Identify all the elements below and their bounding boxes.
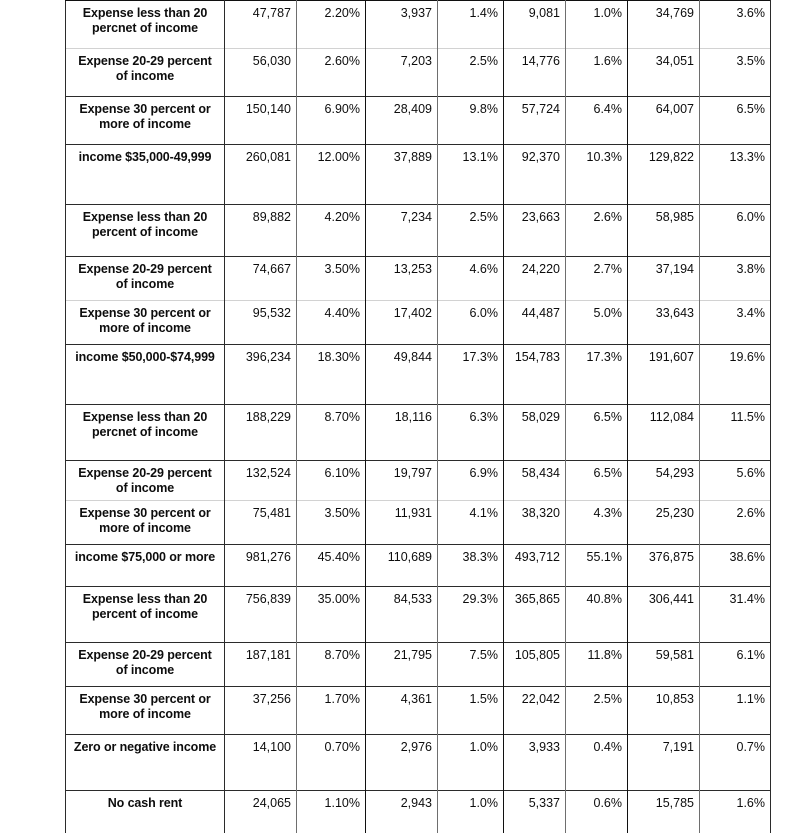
data-cell: 40.8%	[566, 587, 628, 643]
data-cell: 1.5%	[438, 687, 504, 735]
data-cell: 5,337	[504, 791, 566, 833]
data-cell: 6.0%	[438, 301, 504, 345]
data-cell: 18.30%	[297, 345, 366, 405]
data-cell: 2,976	[366, 735, 438, 791]
data-cell: 3,937	[366, 1, 438, 49]
data-cell: 2,943	[366, 791, 438, 833]
row-label-cell: Expense less than 20 percent of income	[66, 587, 225, 643]
data-cell: 17,402	[366, 301, 438, 345]
data-cell: 58,434	[504, 461, 566, 501]
data-cell: 35.00%	[297, 587, 366, 643]
data-cell: 2.20%	[297, 1, 366, 49]
data-cell: 6.3%	[438, 405, 504, 461]
row-label-cell: Expense less than 20 percnet of income	[66, 1, 225, 49]
data-cell: 59,581	[628, 643, 700, 687]
data-cell: 37,889	[366, 145, 438, 205]
data-cell: 1.1%	[700, 687, 771, 735]
data-cell: 3.50%	[297, 501, 366, 545]
data-cell: 19,797	[366, 461, 438, 501]
data-cell: 57,724	[504, 97, 566, 145]
data-cell: 3.4%	[700, 301, 771, 345]
data-cell: 8.70%	[297, 405, 366, 461]
data-cell: 74,667	[225, 257, 297, 301]
data-cell: 15,785	[628, 791, 700, 833]
row-label-cell: Expense less than 20 percnet of income	[66, 405, 225, 461]
data-cell: 756,839	[225, 587, 297, 643]
table-row[interactable]	[66, 545, 771, 587]
data-cell: 13.1%	[438, 145, 504, 205]
data-cell: 150,140	[225, 97, 297, 145]
data-cell: 34,051	[628, 49, 700, 97]
data-cell: 13,253	[366, 257, 438, 301]
data-cell: 84,533	[366, 587, 438, 643]
data-cell: 3.50%	[297, 257, 366, 301]
data-cell: 6.90%	[297, 97, 366, 145]
data-cell: 3.5%	[700, 49, 771, 97]
table-row[interactable]	[66, 1, 771, 49]
data-cell: 6.5%	[566, 405, 628, 461]
data-cell: 3.6%	[700, 1, 771, 49]
row-label-cell: Expense 20-29 percent of income	[66, 643, 225, 687]
data-cell: 45.40%	[297, 545, 366, 587]
data-cell: 89,882	[225, 205, 297, 257]
table-row[interactable]	[66, 501, 771, 545]
data-cell: 493,712	[504, 545, 566, 587]
data-cell: 396,234	[225, 345, 297, 405]
data-cell: 21,795	[366, 643, 438, 687]
data-cell: 14,100	[225, 735, 297, 791]
data-cell: 112,084	[628, 405, 700, 461]
table-row[interactable]	[66, 405, 771, 461]
table-row[interactable]	[66, 735, 771, 791]
data-cell: 376,875	[628, 545, 700, 587]
data-cell: 28,409	[366, 97, 438, 145]
data-cell: 6.5%	[566, 461, 628, 501]
data-cell: 6.9%	[438, 461, 504, 501]
data-cell: 187,181	[225, 643, 297, 687]
data-cell: 24,220	[504, 257, 566, 301]
data-cell: 1.4%	[438, 1, 504, 49]
row-label-cell: Expense 30 percent or more of income	[66, 97, 225, 145]
data-cell: 306,441	[628, 587, 700, 643]
row-label-cell: income $35,000-49,999	[66, 145, 225, 205]
data-cell: 3,933	[504, 735, 566, 791]
table-row[interactable]	[66, 257, 771, 301]
data-cell: 7,234	[366, 205, 438, 257]
data-cell: 4.20%	[297, 205, 366, 257]
data-cell: 5.0%	[566, 301, 628, 345]
data-cell: 58,029	[504, 405, 566, 461]
data-cell: 9.8%	[438, 97, 504, 145]
data-cell: 191,607	[628, 345, 700, 405]
data-cell: 37,256	[225, 687, 297, 735]
data-cell: 2.60%	[297, 49, 366, 97]
row-label-cell: Zero or negative income	[66, 735, 225, 791]
data-cell: 10,853	[628, 687, 700, 735]
data-cell: 92,370	[504, 145, 566, 205]
data-cell: 3.8%	[700, 257, 771, 301]
data-cell: 10.3%	[566, 145, 628, 205]
data-cell: 17.3%	[438, 345, 504, 405]
data-cell: 49,844	[366, 345, 438, 405]
data-cell: 7.5%	[438, 643, 504, 687]
data-cell: 29.3%	[438, 587, 504, 643]
data-cell: 11.5%	[700, 405, 771, 461]
data-cell: 2.5%	[438, 49, 504, 97]
data-cell: 9,081	[504, 1, 566, 49]
data-cell: 47,787	[225, 1, 297, 49]
data-cell: 23,663	[504, 205, 566, 257]
data-cell: 0.70%	[297, 735, 366, 791]
data-cell: 64,007	[628, 97, 700, 145]
data-cell: 55.1%	[566, 545, 628, 587]
table-body	[66, 1, 771, 833]
row-label-cell: Expense 30 percent or more of income	[66, 301, 225, 345]
data-cell: 11.8%	[566, 643, 628, 687]
data-cell: 2.7%	[566, 257, 628, 301]
data-cell: 44,487	[504, 301, 566, 345]
data-cell: 34,769	[628, 1, 700, 49]
data-cell: 6.10%	[297, 461, 366, 501]
data-cell: 981,276	[225, 545, 297, 587]
data-cell: 17.3%	[566, 345, 628, 405]
data-cell: 6.5%	[700, 97, 771, 145]
row-label-cell: Expense 20-29 percent of income	[66, 461, 225, 501]
data-cell: 24,065	[225, 791, 297, 833]
data-cell: 22,042	[504, 687, 566, 735]
data-cell: 4.40%	[297, 301, 366, 345]
row-label-cell: Expense less than 20 percent of income	[66, 205, 225, 257]
data-cell: 0.7%	[700, 735, 771, 791]
data-cell: 2.6%	[700, 501, 771, 545]
data-cell: 37,194	[628, 257, 700, 301]
data-cell: 19.6%	[700, 345, 771, 405]
data-cell: 188,229	[225, 405, 297, 461]
table-row[interactable]	[66, 145, 771, 205]
data-cell: 33,643	[628, 301, 700, 345]
table-row[interactable]	[66, 205, 771, 257]
data-cell: 14,776	[504, 49, 566, 97]
data-cell: 75,481	[225, 501, 297, 545]
data-cell: 365,865	[504, 587, 566, 643]
data-cell: 11,931	[366, 501, 438, 545]
data-table	[65, 0, 771, 833]
data-cell: 6.4%	[566, 97, 628, 145]
data-cell: 1.0%	[438, 791, 504, 833]
data-cell: 0.4%	[566, 735, 628, 791]
data-cell: 58,985	[628, 205, 700, 257]
data-cell: 1.10%	[297, 791, 366, 833]
row-label-cell: Expense 30 percent or more of income	[66, 501, 225, 545]
table-row[interactable]	[66, 97, 771, 145]
data-cell: 13.3%	[700, 145, 771, 205]
row-label-cell: Expense 30 percent or more of income	[66, 687, 225, 735]
data-cell: 8.70%	[297, 643, 366, 687]
table-row[interactable]	[66, 461, 771, 501]
row-label-cell: income $50,000-$74,999	[66, 345, 225, 405]
table-row[interactable]	[66, 791, 771, 833]
data-cell: 4.1%	[438, 501, 504, 545]
table-row[interactable]	[66, 345, 771, 405]
data-cell: 7,203	[366, 49, 438, 97]
data-cell: 6.1%	[700, 643, 771, 687]
data-cell: 2.5%	[438, 205, 504, 257]
data-cell: 1.6%	[566, 49, 628, 97]
table-row[interactable]	[66, 687, 771, 735]
data-cell: 2.5%	[566, 687, 628, 735]
data-cell: 0.6%	[566, 791, 628, 833]
data-cell: 38,320	[504, 501, 566, 545]
data-cell: 129,822	[628, 145, 700, 205]
data-cell: 4.6%	[438, 257, 504, 301]
data-cell: 18,116	[366, 405, 438, 461]
data-cell: 1.70%	[297, 687, 366, 735]
data-cell: 7,191	[628, 735, 700, 791]
table-row[interactable]	[66, 587, 771, 643]
data-cell: 5.6%	[700, 461, 771, 501]
data-cell: 1.6%	[700, 791, 771, 833]
data-cell: 54,293	[628, 461, 700, 501]
data-cell: 56,030	[225, 49, 297, 97]
table-row[interactable]	[66, 49, 771, 97]
data-cell: 6.0%	[700, 205, 771, 257]
table-row[interactable]	[66, 643, 771, 687]
data-cell: 132,524	[225, 461, 297, 501]
row-label-cell: income $75,000 or more	[66, 545, 225, 587]
data-cell: 4,361	[366, 687, 438, 735]
data-cell: 4.3%	[566, 501, 628, 545]
data-cell: 12.00%	[297, 145, 366, 205]
row-label-cell: Expense 20-29 percent of income	[66, 49, 225, 97]
data-cell: 2.6%	[566, 205, 628, 257]
data-cell: 38.3%	[438, 545, 504, 587]
row-label-cell: No cash rent	[66, 791, 225, 833]
data-cell: 31.4%	[700, 587, 771, 643]
data-cell: 95,532	[225, 301, 297, 345]
data-cell: 38.6%	[700, 545, 771, 587]
data-cell: 154,783	[504, 345, 566, 405]
data-cell: 260,081	[225, 145, 297, 205]
table-row[interactable]	[66, 301, 771, 345]
data-cell: 110,689	[366, 545, 438, 587]
row-label-cell: Expense 20-29 percent of income	[66, 257, 225, 301]
data-cell: 1.0%	[566, 1, 628, 49]
data-cell: 25,230	[628, 501, 700, 545]
data-cell: 1.0%	[438, 735, 504, 791]
data-cell: 105,805	[504, 643, 566, 687]
